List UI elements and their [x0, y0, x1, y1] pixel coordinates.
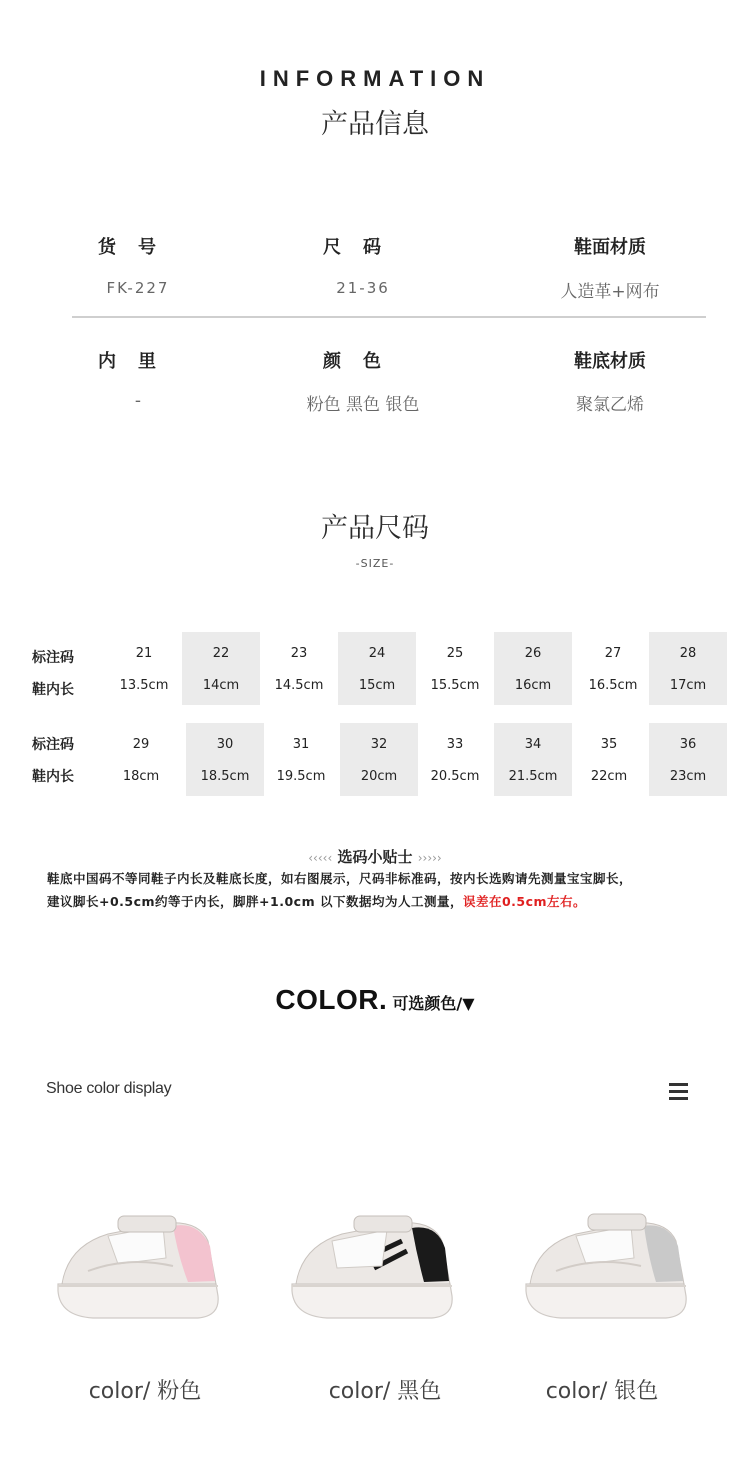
spec-label-lining: 内里	[98, 351, 178, 372]
size-cell	[105, 632, 183, 705]
spec-label-color: 颜色	[323, 351, 403, 372]
size-code: 26	[524, 646, 542, 661]
shoe-pink-image	[48, 1196, 228, 1336]
size-code: 28	[679, 646, 697, 661]
size-length: 18.5cm	[200, 769, 250, 784]
spec-divider	[72, 316, 706, 318]
size-length: 13.5cm	[119, 678, 169, 693]
size-length: 14.5cm	[274, 678, 324, 693]
size-length: 19.5cm	[276, 769, 326, 784]
tips-line-1: 鞋底中国码不等同鞋子内长及鞋底长度，如右图展示，尺码非标准码，按内长选购请先测量宝宝脚长，	[47, 871, 633, 886]
size-length: 23cm	[669, 769, 707, 784]
size-cell	[186, 723, 264, 796]
info-title: INFORMATION	[259, 66, 491, 91]
size-length: 21.5cm	[508, 769, 558, 784]
left-arrows-icon: ‹‹‹‹‹	[308, 851, 333, 865]
size-code: 23	[290, 646, 308, 661]
size-cell	[260, 632, 338, 705]
spec-label-sku: 货号	[98, 237, 178, 258]
shoe-black-image	[282, 1196, 462, 1336]
size-length: 22cm	[590, 769, 628, 784]
size-code: 33	[446, 737, 464, 752]
size-length: 16cm	[514, 678, 552, 693]
color-caption-black: color/ 黑色	[328, 1379, 442, 1404]
size-cell	[102, 723, 180, 796]
spec-value-sole: 聚氯乙烯	[576, 395, 644, 415]
spec-value-lining: -	[134, 391, 142, 411]
size-subtitle: -SIZE-	[355, 557, 395, 570]
row1-code-label: 标注码	[32, 650, 74, 666]
color-caption-silver: color/ 银色	[545, 1379, 659, 1404]
size-cell	[574, 632, 652, 705]
color-heading: COLOR. 可选颜色/▼	[275, 984, 475, 1015]
shoe-color-display-label: Shoe color display	[46, 1080, 172, 1097]
row2-length-label: 鞋内长	[32, 769, 74, 785]
size-length: 16.5cm	[588, 678, 638, 693]
size-code: 21	[135, 646, 153, 661]
menu-icon[interactable]	[669, 1083, 688, 1100]
size-code: 24	[368, 646, 386, 661]
color-caption-pink: color/ 粉色	[88, 1379, 202, 1404]
size-code: 25	[446, 646, 464, 661]
size-code: 35	[600, 737, 618, 752]
tips-line-2: 建议脚长+0.5cm约等于内长，脚胖+1.0cm 以下数据均为人工测量，误差在0.5cm左右。	[47, 894, 587, 909]
tips-title: ‹‹‹‹‹ 选码小贴士 ›››››	[308, 848, 442, 866]
size-cell	[340, 723, 418, 796]
size-cell	[416, 723, 494, 796]
size-code: 27	[604, 646, 622, 661]
spec-value-sku: FK-227	[106, 279, 170, 297]
size-cell	[182, 632, 260, 705]
size-cell	[649, 632, 727, 705]
size-length: 20cm	[360, 769, 398, 784]
spec-label-sole: 鞋底材质	[574, 351, 646, 372]
size-code: 36	[679, 737, 697, 752]
size-code: 22	[212, 646, 230, 661]
size-code: 31	[292, 737, 310, 752]
spec-value-color: 粉色 黑色 银色	[306, 395, 420, 415]
size-cell	[338, 632, 416, 705]
size-length: 15cm	[358, 678, 396, 693]
right-arrows-icon: ›››››	[417, 851, 442, 865]
size-title: 产品尺码	[321, 513, 429, 544]
size-cell	[570, 723, 648, 796]
tips-warning: 误差在0.5cm左右。	[462, 894, 587, 909]
size-length: 18cm	[122, 769, 160, 784]
row2-code-label: 标注码	[32, 737, 74, 753]
size-cell	[494, 632, 572, 705]
spec-value-upper: 人造革+网布	[560, 282, 660, 302]
spec-value-size: 21-36	[336, 279, 390, 297]
size-length: 20.5cm	[430, 769, 480, 784]
size-cell	[262, 723, 340, 796]
size-cell	[649, 723, 727, 796]
row1-length-label: 鞋内长	[32, 682, 74, 698]
size-length: 14cm	[202, 678, 240, 693]
spec-label-upper: 鞋面材质	[574, 237, 646, 258]
size-code: 29	[132, 737, 150, 752]
size-code: 30	[216, 737, 234, 752]
spec-label-size: 尺码	[323, 237, 403, 258]
info-subtitle: 产品信息	[321, 109, 429, 140]
size-length: 15.5cm	[430, 678, 480, 693]
size-cell	[416, 632, 494, 705]
size-cell	[494, 723, 572, 796]
shoe-silver-image	[516, 1196, 696, 1336]
size-code: 34	[524, 737, 542, 752]
size-length: 17cm	[669, 678, 707, 693]
size-code: 32	[370, 737, 388, 752]
